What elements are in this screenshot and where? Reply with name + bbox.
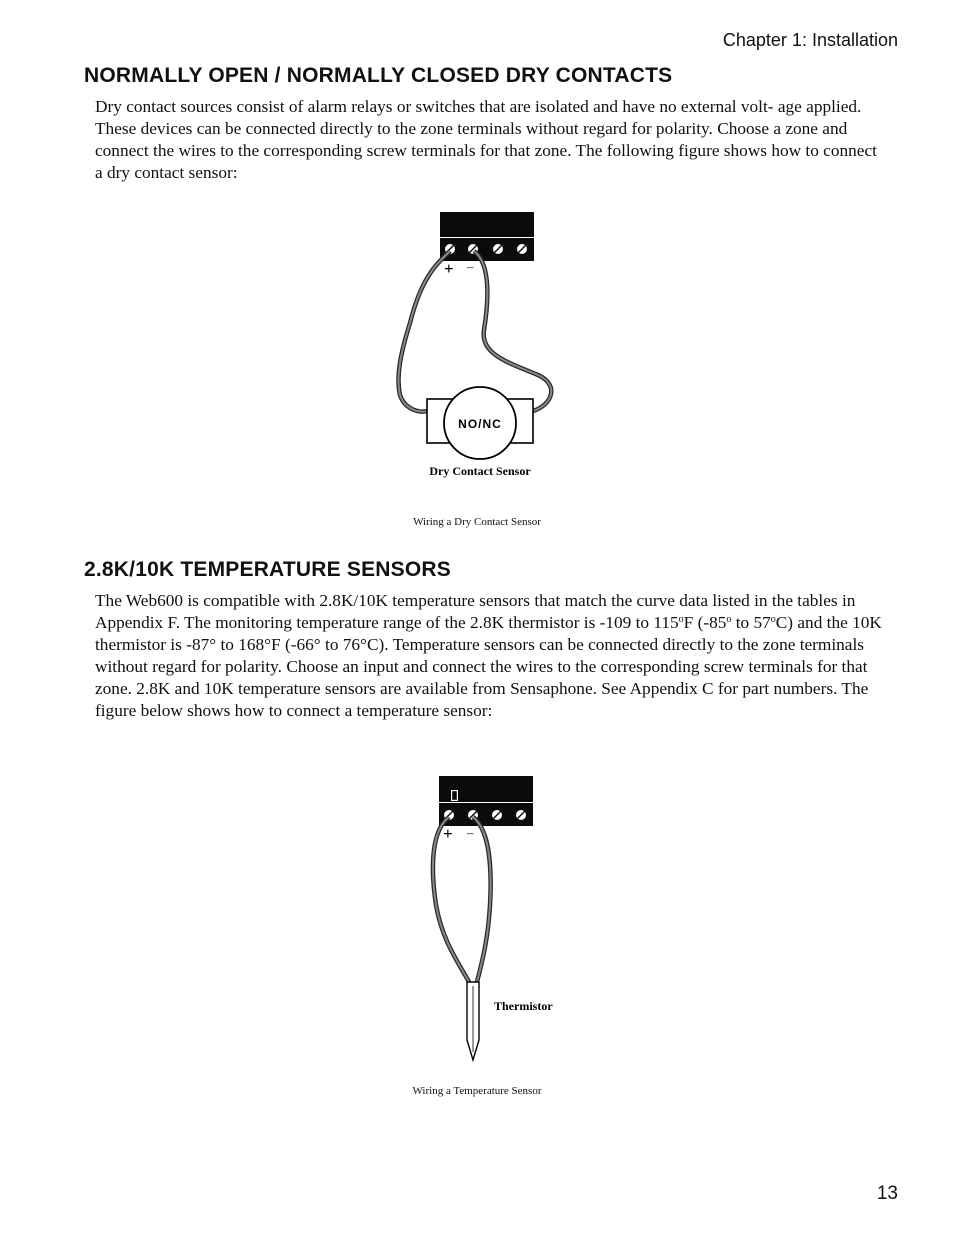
minus-label: – [467, 825, 474, 840]
section-body-dry-contacts: Dry contact sources consist of alarm relays or switches that are isolated and have no external volt- age applied. These devices can be connected directly to the zone terminals without regard for polarity. Choose a zone and connect the wires to the corresponding screw terminals for that zone. The following figure shows how to connect a dry contact sensor: [95, 97, 877, 182]
degree-mark: o [726, 614, 732, 625]
section-body-temperature-sensors [95, 590, 885, 722]
page-number: 13 [876, 1183, 898, 1204]
degree-mark: o [678, 614, 684, 625]
section-title-dry-contacts: NORMALLY OPEN / NORMALLY CLOSED DRY CONTACTS [84, 64, 673, 87]
temperature-sensor-wiring-figure [380, 770, 580, 1070]
dry-contact-sensor-label: Dry Contact Sensor [429, 464, 531, 478]
plus-label: + [443, 824, 453, 843]
sensor-type-label: NO/NC [458, 417, 502, 431]
dry-contact-wiring-figure [380, 205, 580, 490]
sensor-wires [433, 817, 491, 982]
body-text-part: to 57 [731, 613, 771, 632]
thermistor-probe [467, 982, 479, 1060]
figure-caption-dry-contact: Wiring a Dry Contact Sensor [413, 516, 541, 528]
body-text-part: The Web600 is compatible with 2.8K/10K temperature sensors that match the curve data listed in the tables in Appendix F. The monitoring temperature range of the 2.8K thermistor is -109 to 115 [95, 591, 856, 632]
terminal-block [440, 212, 534, 261]
thermistor-label: Thermistor [494, 999, 553, 1013]
figure-caption-temperature-sensor: Wiring a Temperature Sensor [412, 1085, 542, 1097]
plus-label: + [444, 259, 454, 278]
body-text-part: F (-85 [683, 613, 727, 632]
dry-contact-sensor [427, 387, 533, 459]
chapter-header: Chapter 1: Installation [722, 30, 898, 50]
terminal-block [439, 776, 533, 826]
degree-mark: o [770, 614, 776, 625]
section-title-temperature-sensors: 2.8K/10K TEMPERATURE SENSORS [84, 558, 451, 581]
body-text-part: C) and the 10K thermistor is -87° to 168°F (-66° to 76°C). Temperature sensors can be connected directly to the zone terminals without regard for polarity. Choose an input and connect the wires to the corresponding screw terminals for that zone. 2.8K and 10K temperature sensors are available from Sensaphone. See Appendix C for part numbers. The figure below shows how to connect a temperature sensor: [95, 613, 882, 720]
minus-label: – [467, 259, 474, 274]
